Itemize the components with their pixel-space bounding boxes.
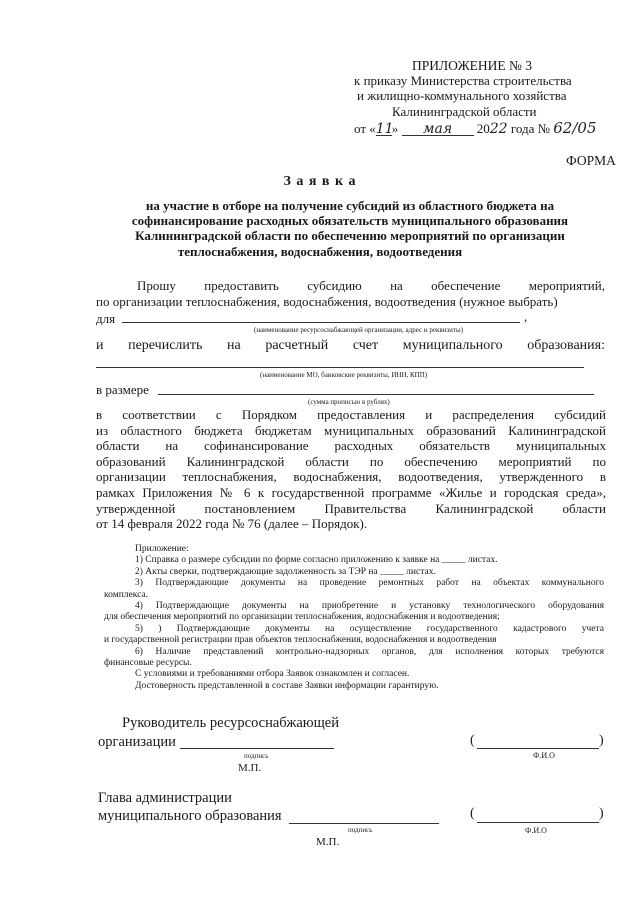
attachments-heading: Приложение:: [135, 544, 189, 554]
head-admin-signature-field[interactable]: [289, 823, 439, 824]
attachment-item: 2) Акты сверки, подтверждающие задолженность за ТЭР на _____ листах.: [135, 566, 436, 577]
transfer-word: муниципального: [402, 338, 503, 353]
head-admin-fio-close: ): [599, 806, 604, 821]
transfer-word: на: [227, 338, 241, 353]
attachment-item: и государственной регистрации прав объектов теплоснабжения, водоснабжения и водоотведения: [104, 635, 497, 646]
year-word: года №: [510, 121, 551, 136]
accordance-paragraph: [96, 407, 606, 532]
head-org-signature-hint: подпись: [244, 752, 269, 760]
head-org-fio-hint: Ф.И.О: [533, 751, 555, 760]
transfer-word: и: [96, 338, 104, 353]
header-order-line3: Калининградской области: [392, 104, 537, 119]
date-prefix: от «: [354, 121, 376, 136]
order-number: 62/05: [553, 119, 597, 137]
head-org-fio-open: (: [470, 733, 475, 748]
organization-field[interactable]: [122, 322, 520, 323]
head-admin-fio-field[interactable]: [477, 822, 599, 823]
accordance-line: от 14 февраля 2022 года № 76 (далее – Порядок).: [96, 516, 368, 532]
request-line-2: по организации теплоснабжения, водоснабжения, водоотведения (нужное выбрать): [96, 294, 558, 309]
header-order-line1: к приказу Министерства строительства: [354, 73, 572, 88]
head-admin-signature-hint: подпись: [348, 826, 373, 834]
amount-hint: (сумма прописью в рублях): [308, 398, 390, 406]
transfer-word: перечислить: [128, 338, 203, 353]
head-admin-title-line2: муниципального образования: [98, 808, 282, 824]
subtitle-line-2: софинансирование расходных обязательств муниципального образования: [131, 213, 569, 228]
head-org-title-line2: организации: [98, 734, 176, 750]
for-label: для: [96, 311, 116, 326]
municipality-hint: (наименование МО, банковские реквизиты, ИНН, КПП): [260, 371, 428, 379]
accordance-line: организации теплоснабжения, водоснабжения, водоотведения, утвержденного в: [96, 469, 606, 485]
amount-label: в размере: [96, 382, 149, 397]
attachment-item: Достоверность представленной в составе Заявки информации гарантирую.: [135, 680, 439, 691]
date-mid: »: [391, 121, 399, 136]
transfer-word: образования:: [527, 338, 605, 353]
amount-field[interactable]: [158, 394, 594, 395]
organization-hint: (наименование ресурсоснабжающей организации, адрес и реквизиты): [254, 326, 464, 334]
transfer-word: счет: [352, 338, 379, 353]
request-word: субсидию: [307, 278, 362, 293]
subtitle-line-3: Калининградской области по обеспечению мероприятий по организации: [135, 228, 565, 243]
head-admin-title-line1: Глава администрации: [98, 790, 232, 806]
attachments-block: [104, 544, 604, 692]
year-suffix: 22: [489, 121, 508, 137]
page-title: З а я в к а: [283, 174, 357, 189]
appendix-number: ПРИЛОЖЕНИЕ № 3: [412, 58, 533, 73]
accordance-line: рамках Приложения № 6 к государственной программе «Жилье и городская среда»,: [96, 484, 606, 500]
attachment-item: 1) Справка о размере субсидии по форме согласно приложению к заявке на _____ листах.: [135, 555, 498, 566]
head-org-stamp: М.П.: [238, 762, 262, 774]
header-order-line2: и жилищно-коммунального хозяйства: [357, 88, 567, 103]
accordance-line: области на софинансирование расходных обязательств муниципальных: [96, 438, 606, 454]
for-comma: ,: [524, 309, 528, 324]
head-admin-fio-open: (: [470, 806, 475, 821]
request-word: обеспечение: [431, 278, 501, 293]
order-date-line: [354, 119, 597, 137]
date-day: 11: [375, 121, 394, 137]
attachment-item: 5) ) Подтверждающие документы на осуществление государственного кадастрового учета: [135, 623, 604, 634]
head-org-fio-field[interactable]: [477, 748, 599, 749]
head-admin-stamp: М.П.: [316, 836, 340, 848]
accordance-line: из областного бюджета бюджетам муниципальных образований Калининградской: [96, 422, 606, 438]
attachment-item: финансовые ресурсы.: [104, 658, 192, 669]
transfer-word: расчетный: [265, 338, 329, 353]
attachment-item: 4) Подтверждающие документы на приобретение и установку технологического оборудования: [135, 601, 604, 612]
accordance-line: в соответствии с Порядком предоставления и распределения субсидий: [96, 407, 606, 422]
attachment-item: комплекса.: [104, 589, 149, 600]
accordance-line: образований Калининградской области по обеспечению мероприятий по: [96, 453, 606, 469]
date-month: мая: [402, 123, 474, 136]
head-org-signature-field[interactable]: [180, 748, 334, 749]
attachment-item: 3) Подтверждающие документы на проведение ремонтных работ на объектах коммунального: [135, 578, 604, 589]
head-org-fio-close: ): [599, 733, 604, 748]
request-line-1: [137, 278, 605, 294]
subtitle-line-4: теплоснабжения, водоснабжения, водоотведения: [177, 244, 463, 259]
accordance-line: утвержденной постановлением Правительства Калининградской области: [96, 500, 606, 516]
head-admin-fio-hint: Ф.И.О: [525, 826, 547, 835]
request-word: Прошу: [137, 278, 176, 293]
request-word: на: [390, 278, 403, 293]
attachment-item: для обеспечения мероприятий по организации теплоснабжения, водоснабжения и водоотведения;: [104, 612, 500, 623]
request-word: предоставить: [204, 278, 279, 293]
attachment-item: С условиями и требованиями отбора Заявок ознакомлен и согласен.: [135, 669, 410, 680]
year-prefix: 20: [476, 121, 490, 136]
form-label: ФОРМА: [566, 153, 616, 168]
head-org-title-line1: Руководитель ресурсоснабжающей: [122, 715, 339, 731]
subtitle-line-1: на участие в отборе на получение субсидий из областного бюджета на: [145, 198, 555, 213]
request-word: мероприятий,: [528, 278, 605, 293]
municipality-field[interactable]: [96, 367, 584, 368]
attachment-item: 6) Наличие представлений контрольно-надзорных органов, для исполнения которых требуются: [135, 646, 604, 657]
transfer-line: [96, 338, 605, 354]
